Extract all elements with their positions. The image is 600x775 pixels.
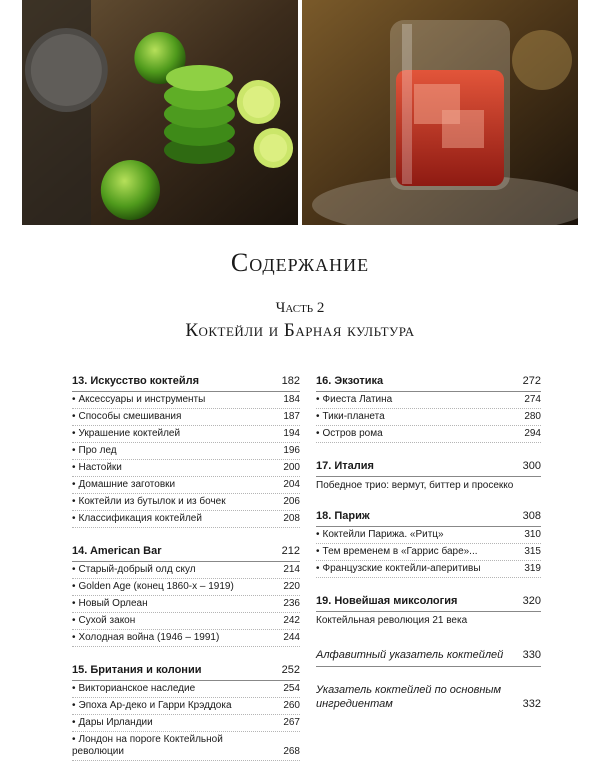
index-text: Указатель коктейлей по основным ингредиентам	[316, 684, 502, 710]
toc-item-text: Фиеста Латина	[322, 394, 393, 405]
chapter-heading[interactable]	[316, 507, 541, 527]
toc-item-text: Классификация коктейлей	[78, 513, 202, 524]
toc-item-text: Способы смешивания	[78, 411, 182, 422]
lime-photo-icon	[22, 0, 298, 225]
toc-left-column	[72, 372, 300, 775]
toc-item-text: Про лед	[78, 445, 117, 456]
toc-item-page: 196	[283, 445, 300, 456]
chapter-heading[interactable]	[316, 372, 541, 392]
toc-item-page: 242	[283, 615, 300, 626]
toc-item-text: Домашние заготовки	[78, 479, 176, 490]
toc-item-page: 236	[283, 598, 300, 609]
toc-item-page: 184	[283, 394, 300, 405]
toc-item-page: 244	[283, 632, 300, 643]
cocktail-photo	[302, 0, 578, 225]
toc-right-column	[316, 372, 541, 725]
toc-item-page: 315	[524, 546, 541, 557]
limes-photo	[22, 0, 298, 225]
toc-item[interactable]: • Golden Age (конец 1860-х – 1919) 220	[72, 579, 300, 596]
chapter-note[interactable]	[316, 477, 541, 493]
chapter-14	[72, 542, 300, 647]
chapter-15	[72, 661, 300, 761]
toc-item-text: Golden Age (конец 1860-х – 1919)	[78, 581, 234, 592]
toc-item-text: Украшение коктейлей	[78, 428, 181, 439]
toc-item-text: Тем временем в «Гаррис баре»...	[322, 546, 478, 557]
chapter-note[interactable]	[316, 612, 541, 628]
toc-item-text: Тики-планета	[322, 411, 385, 422]
chapter-page: 272	[522, 375, 541, 387]
chapter-16	[316, 372, 541, 443]
toc-item[interactable]: • Французские коктейли-аперитивы 319	[316, 561, 541, 578]
toc-item-page: 208	[283, 513, 300, 524]
toc-item-text: Аксессуары и инструменты	[78, 394, 206, 405]
toc-item-text: Коктейли из бутылок и из бочек	[78, 496, 226, 507]
toc-item[interactable]: • Домашние заготовки 204	[72, 477, 300, 494]
chapter-17	[316, 457, 541, 493]
toc-item-text: Новый Орлеан	[78, 598, 148, 609]
part-subtitle: Коктейли и Барная культура	[185, 320, 415, 341]
toc-item[interactable]: • Коктейли Парижа. «Ритц» 310	[316, 527, 541, 544]
toc-item-text: Остров рома	[322, 428, 383, 439]
toc-item[interactable]: • Холодная война (1946 – 1991) 244	[72, 630, 300, 647]
toc-item-text: Коктейли Парижа. «Ритц»	[322, 529, 444, 540]
toc-item[interactable]: • Дары Ирландии 267	[72, 715, 300, 732]
chapter-heading[interactable]	[72, 542, 300, 562]
index-ingredients[interactable]	[316, 677, 541, 715]
toc-item[interactable]: • Настойки 200	[72, 460, 300, 477]
chapter-title: 19. Новейшая миксология	[316, 595, 458, 607]
chapter-heading[interactable]	[72, 372, 300, 392]
toc-item[interactable]: • Эпоха Ар-деко и Гарри Крэддока 260	[72, 698, 300, 715]
toc-item-text: Сухой закон	[78, 615, 136, 626]
index-page: 330	[522, 649, 541, 661]
toc-item-page: 274	[524, 394, 541, 405]
toc-item[interactable]: • Фиеста Латина 274	[316, 392, 541, 409]
chapter-page: 182	[281, 375, 300, 387]
toc-item-page: 200	[283, 462, 300, 473]
toc-item-page: 220	[283, 581, 300, 592]
toc-item-page: 206	[283, 496, 300, 507]
chapter-note-text: Коктейльная революция 21 века	[316, 615, 468, 626]
toc-item-text: Эпоха Ар-деко и Гарри Крэддока	[78, 700, 232, 711]
chapter-18	[316, 507, 541, 578]
toc-item-text: Викторианское наследие	[78, 683, 196, 694]
toc-item-page: 260	[283, 700, 300, 711]
chapter-title: 18. Париж	[316, 510, 370, 522]
toc-item-text: Настойки	[78, 462, 122, 473]
toc-item[interactable]: • Остров рома 294	[316, 426, 541, 443]
chapter-page: 252	[281, 664, 300, 676]
toc-item[interactable]: • Викторианское наследие 254	[72, 681, 300, 698]
toc-item-page: 254	[283, 683, 300, 694]
chapter-title: 14. American Bar	[72, 545, 162, 557]
toc-item[interactable]: • Лондон на пороге Коктейльной революции 268	[72, 732, 300, 761]
toc-item[interactable]: • Аксессуары и инструменты 184	[72, 392, 300, 409]
chapter-title: 16. Экзотика	[316, 375, 384, 387]
chapter-title: 13. Искусство коктейля	[72, 375, 199, 387]
toc-item[interactable]: • Сухой закон 242	[72, 613, 300, 630]
toc-item-text: Дары Ирландии	[78, 717, 153, 728]
chapter-page: 308	[522, 510, 541, 522]
toc-item[interactable]: • Украшение коктейлей 194	[72, 426, 300, 443]
toc-item-page: 204	[283, 479, 300, 490]
chapter-note-text: Победное трио: вермут, биттер и просекко	[316, 480, 514, 491]
chapter-heading[interactable]	[316, 457, 541, 477]
toc-item-page: 268	[283, 746, 300, 757]
index-alphabetical[interactable]	[316, 642, 541, 667]
toc-item[interactable]: • Классификация коктейлей 208	[72, 511, 300, 528]
chapter-heading[interactable]	[72, 661, 300, 681]
cocktail-photo-icon	[302, 0, 578, 225]
toc-item-page: 310	[524, 529, 541, 540]
toc-item[interactable]: • Новый Орлеан 236	[72, 596, 300, 613]
toc-item-text: Лондон на пороге Коктейльной революции	[72, 734, 223, 757]
toc-item-page: 214	[283, 564, 300, 575]
index-page: 332	[522, 698, 541, 710]
toc-item-page: 294	[524, 428, 541, 439]
toc-item-page: 319	[524, 563, 541, 574]
chapter-13	[72, 372, 300, 528]
toc-item-page: 280	[524, 411, 541, 422]
chapter-page: 300	[522, 460, 541, 472]
toc-item-text: Старый-добрый олд скул	[78, 564, 196, 575]
toc-item[interactable]: • Тем временем в «Гаррис баре»... 315	[316, 544, 541, 561]
chapter-heading[interactable]	[316, 592, 541, 612]
chapter-19	[316, 592, 541, 628]
chapter-page: 320	[522, 595, 541, 607]
toc-item[interactable]: • Способы смешивания 187	[72, 409, 300, 426]
toc-item[interactable]: • Тики-планета 280	[316, 409, 541, 426]
toc-item[interactable]: • Коктейли из бутылок и из бочек 206	[72, 494, 300, 511]
chapter-title: 17. Италия	[316, 460, 374, 472]
toc-item[interactable]: • Старый-добрый олд скул 214	[72, 562, 300, 579]
chapter-title: 15. Британия и колонии	[72, 664, 202, 676]
part-label: Часть 2	[275, 300, 325, 316]
toc-item-page: 194	[283, 428, 300, 439]
toc-item-page: 267	[283, 717, 300, 728]
index-text: Алфавитный указатель коктейлей	[316, 649, 504, 661]
toc-item-text: Холодная война (1946 – 1991)	[78, 632, 220, 643]
chapter-page: 212	[281, 545, 300, 557]
header-photos	[22, 0, 578, 225]
toc-item[interactable]: • Про лед 196	[72, 443, 300, 460]
toc-item-page: 187	[283, 411, 300, 422]
toc-item-text: Французские коктейли-аперитивы	[322, 563, 481, 574]
page-title: Содержание	[230, 248, 370, 277]
